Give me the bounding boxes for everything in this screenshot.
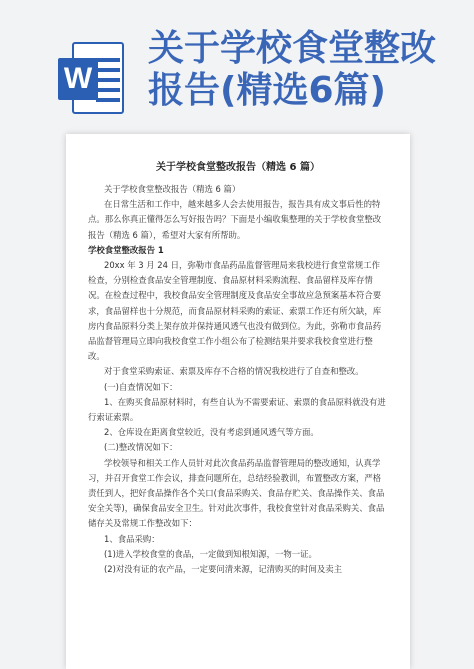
paragraph-body: 学校领导和相关工作人员针对此次食品药品监督管理局的整改通知，认真学习，并召开食堂工作会议，排查问题所在，总结经验教训，布置整改方案，严格责任到人，把好食品操作各个关口(食品采购关、食品存贮关、食品操作关、食品安全关等)，确保食品安全卫生。针对此次事件，我校食堂针对食品采购关、食品储存关及常规工作整改如下： — [88, 457, 385, 529]
paragraph-intro: 在日常生活和工作中，越来越多人会去使用报告，报告具有成文事后性的特点。那么你真正懂得怎么写好报告吗？下面是小编收集整理的关于学校食堂整改报告（精选 6 篇），希望对大家有所帮助。 — [88, 199, 382, 240]
banner-title-line-2: 报告(精选6篇) — [148, 70, 386, 111]
document-body — [88, 158, 388, 577]
document-title: 关于学校食堂整改报告（精选 6 篇） — [156, 162, 320, 173]
list-item: (2)对没有证的农产品，一定要问清来源，记清购买的时间及卖主 — [104, 564, 342, 575]
document-page — [66, 134, 410, 669]
word-logo-badge: W — [58, 58, 98, 100]
section-heading: 学校食堂整改报告 1 — [88, 244, 164, 255]
banner — [0, 0, 474, 140]
paragraph-body: 20xx 年 3 月 24 日，弥勒市食品药品监督管理局来我校进行食堂常规工作检查，分别检查食品安全管理制度、食品原材料采购流程、食品留样及库存情况。在检查过程中，我校食品安全管理制度及食品安全事故应急预案基本符合要求，食品留样也十分规范，而食品原材料采购的索证、索票工作还有所欠缺，库房内食品原料分类上架存放并保持通风透气也没有做到位。为此，弥勒市食品药品监督管理局立即向我校食堂工作小组公布了检测结果并要求我校食堂进行整改。 — [88, 260, 382, 362]
list-heading: (一)自查情况如下： — [104, 381, 178, 392]
banner-title-line-1: 关于学校食堂整改 — [148, 28, 437, 69]
list-item: 1、在购买食品原材料时，有些自认为不需要索证、索票的食品原料就没有进行索证索票。 — [88, 396, 386, 423]
list-item: 1、食品采购： — [104, 533, 160, 544]
banner-title — [148, 28, 468, 112]
list-item: (1)进入学校食堂的食品，一定做到知根知源，一物一证。 — [104, 548, 317, 559]
list-item: 2、仓库设在距离食堂较近，没有考虑到通风透气等方面。 — [104, 427, 319, 438]
list-heading: (二)整改情况如下： — [104, 442, 178, 453]
paragraph-subtitle: 关于学校食堂整改报告（精选 6 篇） — [104, 184, 241, 194]
word-document-icon — [58, 42, 124, 114]
paragraph-body: 对于食堂采购索证、索票及库存不合格的情况我校进行了自查和整改。 — [104, 366, 364, 377]
